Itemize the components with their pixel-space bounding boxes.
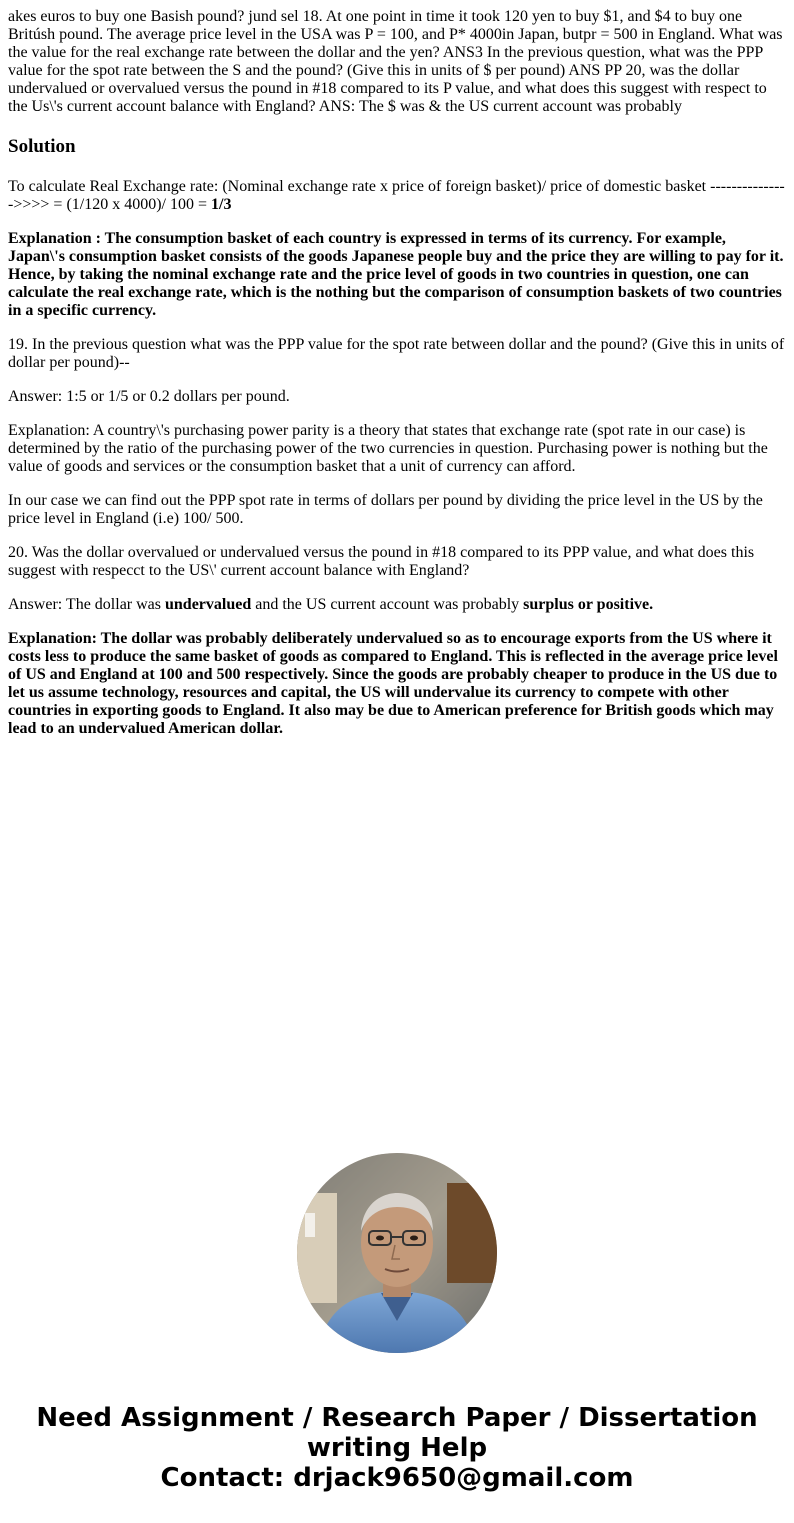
explanation-ppp: Explanation: A country\'s purchasing power parity is a theory that states that exchange rate (spot rate in our case) is determined by the ratio of the purchasing power of the two currencies in question. Purchasing power is nothing but the value of goods and services or the consumption basket that a unit of currency can afford. xyxy=(8,422,768,475)
calc-result: 1/3 xyxy=(211,196,232,213)
explanation-undervalued: Explanation: The dollar was probably deliberately undervalued so as to encourage exports from the US where it costs less to produce the same basket of goods as compared to England. This is reflected in the average price level of US and England at 100 and 500 respectively. Since the goods are probably cheaper to produce in the US due to let us assume technology, resources and capital, the US will undervalue its currency to compete with other countries in exporting goods to England. It also may be due to American preference for British goods which may lead to an undervalued American dollar. xyxy=(8,630,778,737)
answer-20-prefix: Answer: The dollar was xyxy=(8,596,165,613)
calc-text: To calculate Real Exchange rate: (Nominal exchange rate x price of foreign basket)/ price of domestic basket --------------->>>> = (1/120 x 4000)/ 100 = xyxy=(8,178,785,213)
answer-20-middle: and the US current account was probably xyxy=(251,596,524,613)
answer-20 xyxy=(8,596,786,614)
promo-contact: Contact: drjack9650@gmail.com xyxy=(160,1463,634,1493)
explanation-real-exchange: Explanation : The consumption basket of each country is expressed in terms of its currency. For example, Japan\'s consumption basket consists of the goods Japanese people buy and the price they are willing to pay for it. Hence, by taking the nominal exchange rate and the price level of goods in two countries in question, one can calculate the real exchange rate, which is the nothing but the comparison of consumption baskets of two countries in a specific currency. xyxy=(8,230,784,319)
real-exchange-calc xyxy=(8,178,786,214)
question-19: 19. In the previous question what was the PPP value for the spot rate between dollar and the pound? (Give this in units of dollar per pound)-- xyxy=(8,336,785,371)
answer-19: Answer: 1:5 or 1/5 or 0.2 dollars per pound. xyxy=(8,388,290,405)
author-portrait-image xyxy=(297,1153,497,1353)
question-20: 20. Was the dollar overvalued or undervalued versus the pound in #18 compared to its PPP value, and what does this suggest with respecct to the US\' current account balance with England? xyxy=(8,544,755,579)
promo-banner xyxy=(0,1403,794,1493)
document-body xyxy=(0,0,794,738)
promo-line-1: Need Assignment / Research Paper / Dissertation xyxy=(36,1403,758,1433)
author-photo xyxy=(297,1153,497,1353)
ppp-calculation-note: In our case we can find out the PPP spot rate in terms of dollars per pound by dividing the price level in the US by the price level in England (i.e) 100/ 500. xyxy=(8,492,763,527)
answer-20-bold-undervalued: undervalued xyxy=(165,596,252,613)
question-intro: akes euros to buy one Basish pound? jund sel 18. At one point in time it took 120 yen to buy $1, and $4 to buy one Britúsh pound. The average price level in the USA was P = 100, and P* 4000in Japan, butpr = 500 in England. What was the value for the real exchange rate between the dollar and the yen? ANS3 In the previous question, what was the PPP value for the spot rate between the S and the pound? (Give this in units of $ per pound) ANS PP 20, was the dollar undervalued or overvalued versus the pound in #18 compared to its P value, and what does this suggest with respect to the Us\'s current account balance with England? ANS: The $ was & the US current account was probably xyxy=(8,8,783,115)
solution-heading: Solution xyxy=(8,136,76,157)
promo-line-2: writing Help xyxy=(306,1433,488,1463)
answer-20-bold-surplus: surplus or positive. xyxy=(523,596,654,613)
